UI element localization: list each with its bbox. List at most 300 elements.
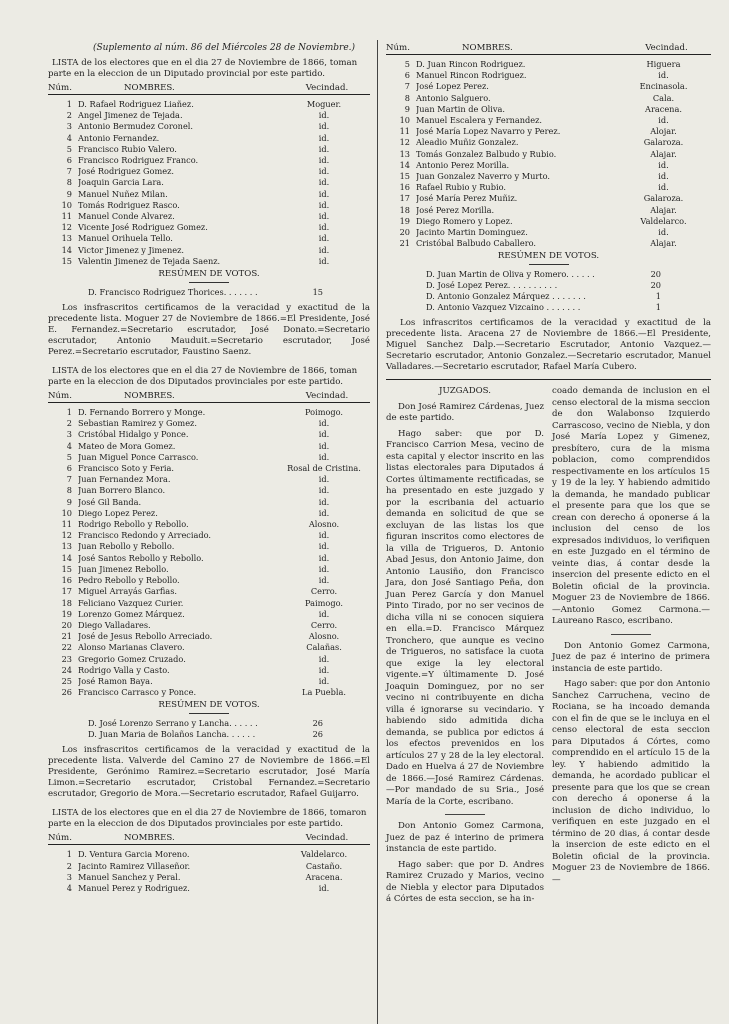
resumen-row [48, 718, 370, 729]
elector-row [48, 564, 370, 575]
elector-vecindad: Rosal de Cristina. [287, 463, 361, 474]
elector-vecindad: Valdelarco. [640, 215, 687, 226]
elector-name: Manuel Orihuela Tello. [78, 233, 173, 244]
elector-number: 9 [404, 103, 410, 114]
list-1-resumen [48, 287, 370, 298]
elector-name: Diego Lopez Perez. [78, 507, 158, 518]
elector-number: 19 [61, 608, 72, 619]
elector-row [48, 110, 370, 121]
resumen-row [48, 287, 370, 298]
elector-vecindad: id. [318, 255, 330, 266]
elector-vecindad: Moguer. [306, 99, 342, 109]
elector-number: 4 [66, 440, 72, 451]
juzgados-col-1 [386, 386, 544, 910]
elector-row [48, 676, 370, 687]
elector-vecindad: id. [318, 653, 330, 664]
elector-number: 24 [61, 664, 72, 675]
elector-number: 17 [61, 586, 72, 597]
elector-name: Mateo de Mora Gomez. [78, 440, 176, 451]
elector-row [48, 407, 370, 418]
juzgados-title: JUZGADOS. [439, 386, 491, 397]
elector-number: 3 [66, 871, 72, 882]
elector-name: Jacinto Ramirez Villaseñor. [78, 860, 191, 871]
list-3-intro: LISTA de los electores que en el dia 27 de Noviembre de 1866, tomaron parte en la eleccion de dos Diputados provinciales por este partido. [48, 808, 367, 830]
list-3 [48, 808, 370, 894]
list-2-intro: LISTA de los electores que en el dia 27 de Noviembre de 1866, toman parte en la eleccion de dos Diputados provinciales por este partido. [48, 366, 358, 388]
elector-number: 15 [61, 563, 72, 574]
elector-row [386, 137, 711, 148]
elector-name: Tomás Rodriguez Rasco. [78, 199, 180, 210]
elector-name: Juan Martin de Oliva. [416, 103, 506, 114]
elector-vecindad: id. [318, 211, 330, 222]
elector-name: José Gil Banda. [78, 496, 142, 507]
elector-vecindad: Alosno. [308, 631, 340, 642]
elector-row [48, 222, 370, 233]
elector-number: 12 [61, 222, 72, 233]
elector-vecindad: id. [318, 222, 330, 233]
elector-name: Valentin Jimenez de Tejada Saenz. [78, 255, 221, 266]
elector-row [386, 93, 711, 104]
elector-number: 19 [399, 215, 410, 226]
col-name: NOMBRES. [124, 83, 175, 93]
list-1-intro: LISTA de los electores que en el dia 27 de Noviembre de 1866, toman parte en la eleccion de un Diputado provincial por este partido. [48, 58, 358, 79]
elector-name: Sebastian Ramirez y Gomez. [78, 418, 197, 429]
list-3-header [48, 832, 370, 845]
elector-vecindad: Galaroza. [643, 137, 684, 148]
elector-row [48, 177, 370, 188]
elector-vecindad: id. [318, 132, 330, 143]
elector-row [48, 144, 370, 155]
elector-name: Juan Fernandez Mora. [78, 474, 171, 485]
elector-name: Manuel Perez y Rodriguez. [78, 882, 190, 893]
elector-vecindad: id. [318, 418, 330, 429]
elector-row [48, 519, 370, 530]
elector-name: Francisco Rubio Valero. [78, 143, 177, 154]
elector-number: 8 [404, 92, 410, 103]
supplement-header: (Suplemento al núm. 86 del Miércoles 28 de Noviembre.) [92, 43, 356, 53]
elector-name: D. Juan Rincon Rodriguez. [416, 59, 526, 69]
elector-row [386, 227, 711, 238]
section-rule [386, 379, 711, 380]
elector-name: Antonio Perez Morilla. [416, 159, 510, 170]
right-column [386, 42, 711, 910]
elector-row [48, 200, 370, 211]
elector-name: Manuel Rincon Rodriguez. [416, 70, 527, 81]
elector-name: Tomás Gonzalez Balbudo y Rubio. [416, 148, 557, 159]
elector-row [48, 654, 370, 665]
elector-name: Juan Miguel Ponce Carrasco. [78, 451, 199, 462]
elector-name: José Santos Rebollo y Rebollo. [78, 552, 204, 563]
elector-name: Francisco Soto y Feria. [78, 463, 174, 474]
elector-name: Manuel Conde Alvarez. [78, 211, 175, 222]
elector-number: 18 [399, 204, 410, 215]
elector-name: Feliciano Vazquez Curier. [78, 597, 184, 608]
elector-number: 9 [66, 188, 72, 199]
elector-name: D. Rafael Rodriguez Liañez. [78, 99, 194, 109]
elector-name: Manuel Nuñez Milan. [78, 188, 168, 199]
elector-row [48, 256, 370, 267]
elector-row [48, 452, 370, 463]
candidate-name: D. Juan Martin de Oliva y Romero. . . . . . [426, 269, 595, 280]
elector-row [48, 497, 370, 508]
juzgados-col-2 [552, 386, 710, 910]
resumen-title: RESÚMEN DE VOTOS. [158, 269, 260, 280]
elector-row [48, 189, 370, 200]
elector-name: Jacinto Martin Dominguez. [416, 227, 528, 238]
elector-number: 9 [66, 496, 72, 507]
elector-number: 17 [399, 193, 410, 204]
elector-row [48, 418, 370, 429]
elector-vecindad: id. [318, 882, 330, 893]
elector-number: 14 [399, 159, 410, 170]
elector-name: Vicente José Rodriguez Gomez. [78, 222, 208, 233]
elector-number: 21 [61, 631, 72, 642]
elector-row [48, 99, 370, 110]
elector-row [48, 441, 370, 452]
elector-name: Miguel Arrayás Garfias. [78, 586, 177, 597]
elector-row [386, 171, 711, 182]
elector-name: Alonso Marianas Clavero. [78, 642, 185, 653]
candidate-votes: 20 [650, 280, 661, 291]
elector-name: Cristóbal Balbudo Caballero. [416, 238, 537, 249]
elector-name: Rodrigo Rebollo y Rebollo. [78, 519, 189, 530]
elector-row [386, 115, 711, 126]
elector-vecindad: Alajar. [650, 238, 677, 249]
elector-number: 8 [66, 177, 72, 188]
elector-name: Diego Romero y Lopez. [416, 215, 513, 226]
elector-name: D. Fernando Borrero y Monge. [78, 407, 206, 418]
candidate-name: D. José Lorenzo Serrano y Lancha. . . . . . [88, 718, 258, 729]
col-num: Núm. [386, 43, 410, 53]
elector-vecindad: id. [318, 121, 330, 132]
elector-number: 22 [61, 642, 72, 653]
elector-number: 8 [66, 485, 72, 496]
elector-number: 10 [61, 507, 72, 518]
list-1 [48, 58, 370, 358]
elector-number: 11 [61, 519, 72, 530]
elector-row [48, 485, 370, 496]
elector-number: 26 [61, 687, 72, 698]
list-1-rows [48, 99, 370, 267]
elector-row [386, 160, 711, 171]
list-2 [48, 366, 370, 800]
elector-vecindad: id. [318, 664, 330, 675]
elector-name: Lorenzo Gomez Márquez. [78, 608, 185, 619]
elector-vecindad: id. [318, 485, 330, 496]
candidate-votes: 1 [655, 291, 661, 302]
elector-row [48, 849, 370, 860]
elector-name: José Perez Morilla. [416, 204, 495, 215]
list-1-certification: Los insfrascritos certificamos de la veracidad y exactitud de la precedente lista. Moguer 27 de Noviembre de 1866.=El Presidente, José E. Fernandez.=Secretario escrutador, José Donato.=Secretario escrutador, Antonio Mauduit.=Secretario escrutador, José Perez.=Secretario escrutador, Faustino Saenz. [48, 303, 370, 358]
separator [529, 264, 569, 265]
elector-name: Juan Gonzalez Naverro y Murto. [416, 171, 550, 182]
elector-name: D. Ventura Garcia Moreno. [78, 849, 190, 860]
elector-row [48, 474, 370, 485]
elector-row [48, 133, 370, 144]
elector-number: 5 [66, 451, 72, 462]
elector-row [386, 193, 711, 204]
elector-name: Angel Jimenez de Tejada. [78, 110, 183, 121]
left-column [48, 42, 370, 902]
elector-number: 2 [66, 860, 72, 871]
elector-number: 23 [61, 653, 72, 664]
elector-number: 4 [66, 882, 72, 893]
elector-name: Manuel Escalera y Fernandez. [416, 115, 543, 126]
elector-vecindad: id. [318, 530, 330, 541]
elector-row [386, 205, 711, 216]
elector-number: 15 [399, 171, 410, 182]
elector-number: 6 [404, 70, 410, 81]
col-vecindad: Vecindad. [305, 391, 349, 402]
list-2-rows [48, 407, 370, 698]
elector-number: 20 [399, 227, 410, 238]
edict-2-body-end: coado demanda de inclusion en el censo electoral de la misma seccion de don Walabonso Izquierdo Carrascoso, vecino de Niebla, y don José María Lopez y Gimenez, presbítero, cura de la misma poblacion, como comprendidos respectivamente en los artículos 15 y 19 de la ley. Y habiendo admitido la demanda, he mandado publicar el presente para que los que se crean con derecho á oponerse á la inclusion del censo de los expresados individuos, lo verifiquen en este Juzgado en el término de veinte dias, á contar desde la insercion del presente edicto en el Boletin oficial de la provincia. Moguer 23 de Noviembre de 1866.—Antonio Gomez Carmona.—Laureano Rasco, escribano. [552, 386, 710, 627]
resumen-row [48, 729, 370, 740]
elector-row [48, 861, 370, 872]
elector-vecindad: Higuera [646, 59, 681, 69]
resumen-row [386, 280, 711, 291]
elector-vecindad: id. [318, 166, 330, 177]
elector-name: Rafael Rubio y Rubio. [416, 182, 506, 193]
elector-name: Francisco Carrasco y Ponce. [78, 687, 197, 698]
elector-name: Francisco Rodriguez Franco. [78, 155, 199, 166]
elector-name: José María Perez Muñiz. [416, 193, 518, 204]
edict-3-judge: Don Antonio Gomez Carmona, Juez de paz é interino de primera instancia de este partido. [552, 640, 710, 674]
elector-vecindad: id. [658, 182, 669, 193]
elector-vecindad: id. [658, 115, 669, 126]
elector-row [386, 104, 711, 115]
elector-vecindad: id. [318, 451, 330, 462]
elector-number: 15 [61, 255, 72, 266]
elector-vecindad: id. [318, 155, 330, 166]
elector-name: José Rodriguez Gomez. [78, 166, 174, 177]
elector-number: 20 [61, 619, 72, 630]
elector-row [48, 463, 370, 474]
elector-vecindad: Alajar. [650, 148, 677, 159]
separator [189, 713, 229, 714]
elector-vecindad: Aracena. [645, 103, 682, 114]
elector-number: 1 [66, 99, 72, 109]
elector-vecindad: Paimogo. [305, 597, 343, 608]
elector-name: José Ramon Baya. [78, 675, 153, 686]
elector-name: José María Lopez Navarro y Perez. [416, 126, 561, 137]
edict-3-body: Hago saber: que por don Antonio Sanchez Carruchena, vecino de Rociana, se ha incoado demanda con el fin de que se le incluya en el censo electoral de esta seccion para Diputados á Córtes, como comprendido en el artículo 15 de la ley. Y habiendo admitido la demanda, he acordado publicar el presente para que los que se crean con derecho á oponerse á la inclusion de dicho individuo, lo verifiquen en este juzgado en el término de 20 dias, á contar desde la insercion de este edicto en el Boletin oficial de la provincia. Moguer 23 de Noviembre de 1866.— [552, 679, 710, 885]
elector-vecindad: id. [318, 474, 330, 485]
elector-row [48, 121, 370, 132]
col-num: Núm. [48, 83, 72, 93]
elector-number: 7 [404, 81, 410, 92]
col-vecindad: Vecindad. [305, 83, 349, 93]
elector-row [48, 598, 370, 609]
elector-number: 5 [404, 59, 410, 69]
elector-vecindad: Castaño. [305, 860, 343, 871]
elector-number: 12 [61, 530, 72, 541]
separator [445, 814, 485, 815]
list-3-rows [48, 849, 370, 894]
elector-vecindad: id. [318, 244, 330, 255]
candidate-name: D. Juan Maria de Bolaños Lancha. . . . . . [88, 729, 256, 740]
elector-row [48, 541, 370, 552]
elector-name: Antonio Fernandez. [78, 132, 160, 143]
elector-row [386, 238, 711, 249]
elector-vecindad: Aracena. [305, 871, 343, 882]
elector-number: 13 [61, 233, 72, 244]
elector-vecindad: Alosno. [308, 519, 340, 530]
elector-row [48, 883, 370, 894]
elector-row [48, 530, 370, 541]
list-3-certification: Los infrascritos certificamos de la veracidad y exactitud de la precedente lista. Aracena 27 de Noviembre de 1866.—El Presidente, Miguel Sanchez Dalp.—Secretario Escrutador, Antonio Vazquez.—Secretario escrutador, Antonio Gonzalez.—Secretario escrutador, Manuel Valladares.—Secretario escrutador, Rafael María Cubero. [386, 318, 711, 373]
elector-number: 14 [61, 244, 72, 255]
candidate-name: D. Antonio Gonzalez Márquez . . . . . . . [426, 291, 586, 302]
elector-vecindad: id. [318, 440, 330, 451]
elector-number: 5 [66, 143, 72, 154]
elector-number: 13 [399, 148, 410, 159]
elector-number: 11 [61, 211, 72, 222]
elector-number: 14 [61, 552, 72, 563]
elector-vecindad: Calañas. [306, 642, 342, 653]
candidate-name: D. Francisco Rodriguez Thorices. . . . . . . [88, 287, 258, 298]
candidate-votes: 1 [655, 302, 661, 313]
elector-row [386, 182, 711, 193]
elector-row [48, 553, 370, 564]
elector-number: 16 [61, 575, 72, 586]
elector-name: Rodrigo Valla y Casto. [78, 664, 170, 675]
elector-name: Gregorio Gomez Cruzado. [78, 653, 186, 664]
elector-row [48, 575, 370, 586]
elector-name: Manuel Sanchez y Peral. [78, 871, 181, 882]
elector-name: Pedro Rebollo y Rebollo. [78, 575, 180, 586]
list-2-header [48, 390, 370, 403]
elector-vecindad: id. [318, 233, 330, 244]
elector-vecindad: Galaroza. [643, 193, 684, 204]
elector-name: Joaquin Garcia Lara. [78, 177, 164, 188]
elector-vecindad: Alajar. [650, 204, 677, 215]
elector-vecindad: Cerro. [310, 586, 338, 597]
elector-vecindad: id. [318, 496, 330, 507]
col-num: Núm. [48, 833, 72, 844]
elector-vecindad: Alojar. [650, 126, 677, 137]
elector-number: 6 [66, 463, 72, 474]
col-name: NOMBRES. [124, 391, 175, 402]
elector-name: Francisco Redondo y Arreciado. [78, 530, 212, 541]
resumen-title: RESÚMEN DE VOTOS. [158, 700, 260, 711]
elector-number: 3 [66, 429, 72, 440]
elector-number: 16 [399, 182, 410, 193]
edict-1-judge: Don José Ramirez Cárdenas, Juez de este partido. [386, 401, 544, 424]
elector-number: 10 [399, 115, 410, 126]
elector-name: Aleadio Muñiz Gonzalez. [416, 137, 519, 148]
candidate-votes: 15 [312, 287, 323, 298]
elector-row [48, 233, 370, 244]
separator [611, 634, 651, 635]
elector-name: Juan Rebollo y Rebollo. [78, 541, 175, 552]
elector-number: 2 [66, 110, 72, 121]
elector-vecindad: Cerro. [310, 619, 338, 630]
elector-number: 2 [66, 418, 72, 429]
candidate-name: D. Antonio Vazquez Vizcaino . . . . . . . [426, 302, 581, 313]
elector-row [48, 620, 370, 631]
elector-number: 25 [61, 675, 72, 686]
candidate-votes: 20 [650, 269, 661, 280]
list-3-resumen [386, 269, 711, 313]
list-3-cont-rows [386, 59, 711, 249]
elector-row [386, 70, 711, 81]
elector-vecindad: Valdelarco. [300, 849, 348, 860]
resumen-row [386, 269, 711, 280]
elector-name: José de Jesus Rebollo Arreciado. [78, 631, 213, 642]
elector-number: 13 [61, 541, 72, 552]
elector-row [386, 81, 711, 92]
juzgados-section [386, 386, 711, 910]
elector-vecindad: id. [318, 110, 330, 121]
elector-number: 10 [61, 199, 72, 210]
edict-2-judge: Don Antonio Gomez Carmona, Juez de paz é interino de primera instancia de este partido. [386, 821, 544, 855]
elector-vecindad: id. [318, 429, 330, 440]
elector-row [386, 126, 711, 137]
resumen-row [386, 291, 711, 302]
edict-1-body: Hago saber: que por D. Francisco Carrion Mesa, vecino de esta capital y elector inscrito en las listas electorales para Diputados á Cortes últimamente rectificadas, se ha presentado en este juzgado y por la escribania del actuario demanda en solicitud de que se excluyan de las listas los que figuran inscritos como electores de la villa de Trigueros, D. Antonio Abad Jesus, don Antonio Jaime, don Antonio Lausiño, don Francisco Jara, don José Santiago Peña, don Juan Perez García y don Manuel Pinto Tirado, por no ser vecinos de dicha villa ni se conocen siquiera en ella.=D. Francisco Márquez Tronchero, que aunque es vecino de Trigueros, no satisface la cuota que exige la ley electoral vigente.=Y últimamente D. José Joaquin Dominguez, por no ser vecino ni contribuyente en dicha villa é ignorarse su vecindario. Y habiendo sido admitida dicha demanda, se publica por edictos á los efectos prevenidos en los artículos 27 y 28 de la ley electoral. Dado en Huelva á 27 de Noviembre de 1866.—José Ramirez Cárdenas.—Por mandado de su Sria., José María de la Corte, escribano. [386, 428, 544, 807]
col-vecindad: Vecindad. [645, 43, 688, 53]
elector-vecindad: id. [318, 552, 330, 563]
elector-row [48, 429, 370, 440]
elector-number: 7 [66, 166, 72, 177]
elector-name: Victor Jimenez y Jimenez. [78, 244, 185, 255]
elector-row [48, 665, 370, 676]
elector-vecindad: id. [318, 143, 330, 154]
elector-name: Diego Valladares. [78, 619, 151, 630]
elector-vecindad: Poimogo. [304, 407, 344, 418]
elector-name: Juan Jimenez Rebollo. [78, 563, 169, 574]
elector-row [48, 166, 370, 177]
elector-name: José Lopez Perez. [416, 81, 489, 92]
elector-vecindad: id. [318, 177, 330, 188]
elector-number: 1 [66, 849, 72, 860]
column-divider [377, 40, 378, 1024]
list-3-cont-header [386, 42, 711, 55]
elector-number: 11 [399, 126, 410, 137]
elector-vecindad: id. [318, 188, 330, 199]
candidate-votes: 26 [312, 718, 323, 729]
elector-number: 6 [66, 155, 72, 166]
elector-row [48, 642, 370, 653]
resumen-title: RESÚMEN DE VOTOS. [497, 251, 600, 262]
elector-row [48, 245, 370, 256]
col-name: NOMBRES. [462, 43, 513, 53]
elector-name: Antonio Bermudez Coronel. [78, 121, 194, 132]
elector-name: Antonio Salguero. [416, 92, 491, 103]
elector-row [48, 155, 370, 166]
list-2-certification: Los insfrascritos certificamos de la veracidad y exactitud de la precedente lista. Valverde del Camino 27 de Noviembre de 1866.=El Presidente, Gerónimo Ramirez.=Secretario escrutador, José María Limon.=Secretario escrutador, Cristobal Fernandez.=Secretario escrutador, Gregorio de Mora.—Secretario escrutador, Rafael Guijarro. [48, 745, 370, 800]
elector-number: 18 [61, 597, 72, 608]
elector-vecindad: id. [318, 199, 330, 210]
elector-row [48, 211, 370, 222]
elector-vecindad: Encinasola. [639, 81, 688, 92]
col-num: Núm. [48, 391, 72, 402]
elector-vecindad: id. [658, 171, 669, 182]
elector-row [48, 687, 370, 698]
list-2-resumen [48, 718, 370, 740]
col-vecindad: Vecindad. [305, 833, 349, 844]
elector-vecindad: id. [318, 675, 330, 686]
elector-vecindad: id. [318, 563, 330, 574]
elector-vecindad: id. [658, 227, 669, 238]
elector-row [386, 216, 711, 227]
elector-row [48, 586, 370, 597]
elector-row [48, 631, 370, 642]
elector-vecindad: id. [658, 159, 669, 170]
elector-vecindad: id. [318, 507, 330, 518]
elector-vecindad: id. [658, 70, 669, 81]
